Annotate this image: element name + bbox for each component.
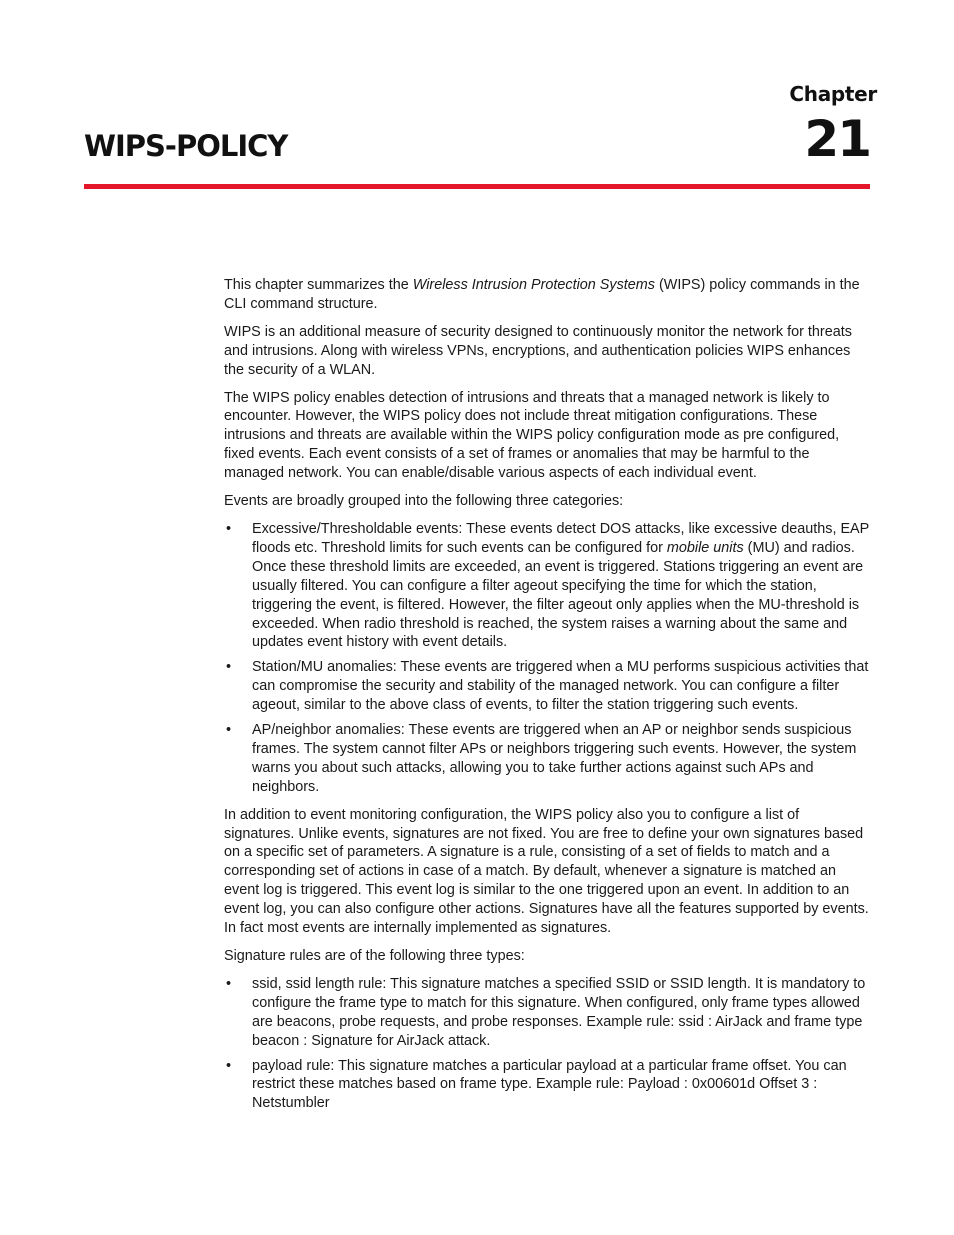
list-item-text-emphasis: mobile units (666, 539, 744, 556)
list-item-text-c: (MU) and radios. Once these threshold limits are exceeded, an event is triggered. Stations triggering an event are usually filtered. You can configure a filter ageout specifying the time for which the station, triggering the event, is filtered. However, the filter ageout only applies when the MU-threshold is exceeded. When radio threshold is reached, the system raises a warning about the same and updates event history with event details. (252, 539, 864, 651)
list-item (224, 975, 870, 1051)
list-item (224, 1057, 870, 1114)
list-item-text-a: Excessive/Thresholdable events: These events detect DOS attacks, like excessive deauths, EAP floods etc. Threshold limits for such events can be configured for (252, 520, 869, 556)
list-item-text: AP/neighbor anomalies: These events are triggered when an AP or neighbor sends suspicious frames. The system cannot filter APs or neighbors triggering such events. However, the system warns you about such attacks, allowing you to take further actions against such APs and neighbors. (252, 722, 857, 795)
list-item-text: ssid, ssid length rule: This signature matches a specified SSID or SSID length. It is mandatory to configure the frame type to match for this signature. When configured, only frame types allowed are beacons, probe requests, and probe responses. Example rule: ssid : AirJack and frame type beacon : Signature for AirJack attack. (252, 975, 866, 1049)
title-rule (84, 184, 870, 189)
bullet-icon: • (226, 520, 232, 537)
intro-text-emphasis: Wireless Intrusion Protection Systems (412, 277, 655, 293)
list-item (224, 658, 870, 715)
signature-types-list (224, 975, 870, 1113)
chapter-label: Chapter (789, 82, 877, 106)
chapter-number: 21 (804, 110, 870, 168)
intro-paragraph (224, 276, 870, 314)
intro-text-c: (WIPS) policy commands in the CLI command structure. (224, 277, 860, 312)
paragraph-event-categories: Events are broadly grouped into the following three categories: (224, 493, 624, 510)
chapter-title: WIPS-POLICY (84, 129, 288, 163)
paragraph-wips-policy: The WIPS policy enables detection of intrusions and threats that a managed network is likely to encounter. However, the WIPS policy does not include threat mitigation configurations. These intrusions and threats are available within the WIPS policy configuration mode as pre configured, fixed events. Each event consists of a set of frames or anomalies that may be harmful to the managed network. You can enable/disable various aspects of each individual event. (224, 389, 840, 482)
list-item-text: Station/MU anomalies: These events are triggered when a MU performs suspicious activities that can compromise the security and stability of the managed network. You can configure a filter ageout, similar to the above class of events, to filter the station triggering such events. (252, 659, 869, 714)
paragraph-wips-measure: WIPS is an additional measure of security designed to continuously monitor the network for threats and intrusions. Along with wireless VPNs, encryptions, and authentication policies WIPS enhances the security of a WLAN. (224, 323, 852, 378)
intro-text-a: This chapter summarizes the (224, 277, 413, 293)
paragraph-signatures: In addition to event monitoring configuration, the WIPS policy also you to configure a list of signatures. Unlike events, signatures are not fixed. You are free to define your own signatures based on a specific set of parameters. A signature is a rule, consisting of a set of fields to match and a corresponding set of actions in case of a match. By default, whenever a signature is matched an event log is triggered. This event log is similar to the one triggered upon an event. In addition to an event log, you can also configure other actions. Signatures have all the features supported by events. In fact most events are internally implemented as signatures. (224, 806, 869, 937)
chapter-body (224, 276, 870, 1122)
bullet-icon: • (226, 659, 232, 676)
list-item (224, 520, 870, 652)
event-categories-list (224, 520, 870, 797)
bullet-icon: • (226, 722, 232, 739)
paragraph-signature-types: Signature rules are of the following three types: (224, 948, 525, 964)
list-item (224, 721, 870, 797)
bullet-icon: • (226, 975, 232, 992)
bullet-icon: • (226, 1057, 232, 1074)
list-item-text: payload rule: This signature matches a particular payload at a particular frame offset. You can restrict these matches based on frame type. Example rule: Payload : 0x00601d Offset 3 : Netstumbler (252, 1057, 847, 1112)
